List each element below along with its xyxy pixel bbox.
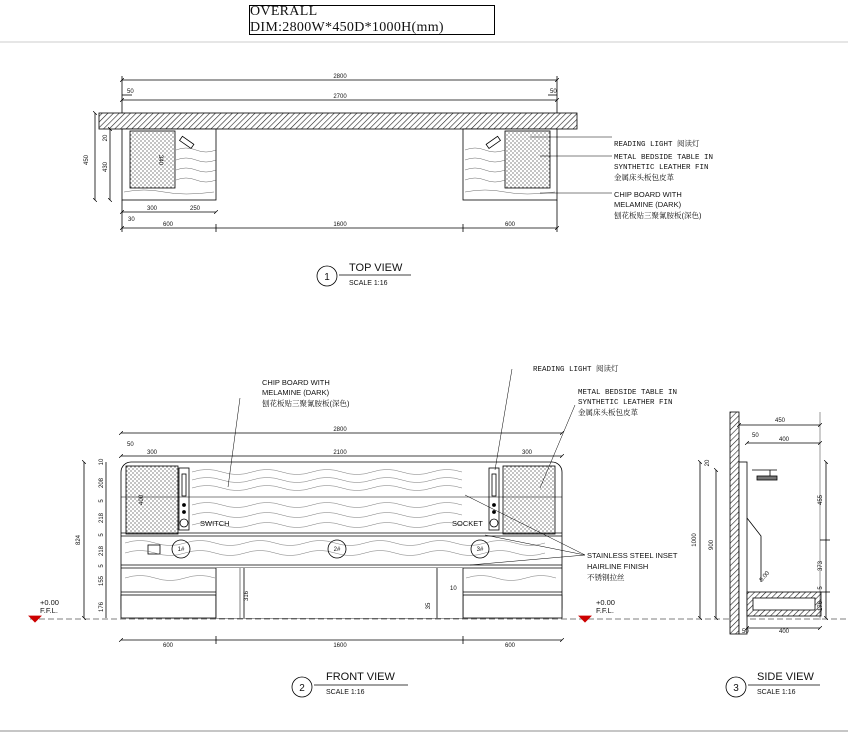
top-view-number: 1 xyxy=(324,272,330,283)
front-label-reading-light: READING LIGHT 阅读灯 xyxy=(533,366,619,374)
front-view-name: FRONT VIEW xyxy=(326,671,395,683)
front-tag-2: 2# xyxy=(333,547,341,553)
top-dim-end-left: 50 xyxy=(127,89,134,95)
front-dim-h1: 10 xyxy=(99,458,105,466)
side-dim-h-total: 1000 xyxy=(692,533,698,547)
front-tag-3: 3# xyxy=(476,547,484,553)
top-label-chip-3: 刨花板贴三聚氰胺板(深色) xyxy=(614,211,702,220)
top-dim-inner: 2700 xyxy=(333,94,347,100)
front-dim-overall: 2800 xyxy=(333,427,347,433)
top-label-chip-1: CHIP BOARD WITH xyxy=(614,190,682,199)
front-dim-h3: 5 xyxy=(99,499,105,503)
front-dim-end: 50 xyxy=(127,442,134,448)
front-label-metal-3: 金属床头板包皮革 xyxy=(578,408,638,417)
side-dim-h-lower: 373 xyxy=(818,560,824,572)
front-ffl-left: F.F.L. xyxy=(40,606,58,615)
front-dim-box-r: 300 xyxy=(521,450,533,456)
front-tag-1: 1# xyxy=(177,547,185,553)
side-view-text xyxy=(692,418,824,697)
side-dim-inner: 400 xyxy=(778,437,790,443)
front-label-chip-3: 刨花板贴三聚氰胺板(深色) xyxy=(262,399,350,408)
front-dim-h5: 5 xyxy=(99,533,105,537)
top-label-chip-2: MELAMINE (DARK) xyxy=(614,200,682,209)
front-dim-h4: 218 xyxy=(99,512,105,524)
side-dim-h-small: 5 xyxy=(818,586,824,590)
front-dim-left: 600 xyxy=(162,643,174,649)
front-label-metal-2: SYNTHETIC LEATHER FIN xyxy=(578,399,673,407)
side-back-panel xyxy=(730,412,739,634)
front-label-chip-1: CHIP BOARD WITH xyxy=(262,378,330,387)
side-view xyxy=(700,412,830,634)
top-label-metal-1: METAL BEDSIDE TABLE IN xyxy=(614,154,714,162)
front-label-steel-2: HAIRLINE FINISH xyxy=(587,562,649,571)
front-dim-h9: 176 xyxy=(99,601,105,613)
front-right-table xyxy=(503,466,555,534)
top-dim-top-strip: 20 xyxy=(103,134,109,142)
top-right-table xyxy=(505,131,550,188)
top-dim-center: 1600 xyxy=(333,222,347,228)
front-left-drawer xyxy=(121,595,216,618)
top-dim-depth: 450 xyxy=(84,154,90,166)
side-dim-h-upper: 455 xyxy=(818,494,824,506)
side-dim-offset: 50 xyxy=(752,433,759,439)
side-view-name: SIDE VIEW xyxy=(757,671,814,683)
front-dim-box-h: 400 xyxy=(139,494,145,506)
side-view-number: 3 xyxy=(733,683,739,694)
front-dim-h6: 218 xyxy=(99,545,105,557)
front-dim-inner: 2100 xyxy=(333,450,347,456)
top-label-reading-light: READING LIGHT 阅读灯 xyxy=(614,141,700,149)
front-dim-h2: 208 xyxy=(99,477,105,489)
front-label-socket: SOCKET xyxy=(452,519,483,528)
side-bracket xyxy=(747,518,761,582)
top-headboard-strip xyxy=(99,113,577,129)
front-view xyxy=(29,369,848,644)
top-dim-left: 600 xyxy=(162,222,174,228)
front-dim-box-l: 300 xyxy=(146,450,158,456)
top-dim-table-depth: 340 xyxy=(157,154,163,166)
front-label-steel-1: STAINLESS STEEL INSET xyxy=(587,551,678,560)
side-dim-depth: 450 xyxy=(774,418,786,424)
front-dim-h8: 155 xyxy=(99,575,105,587)
front-dim-h-total: 824 xyxy=(76,534,82,546)
front-dim-center: 1600 xyxy=(333,643,347,649)
front-right-drawer xyxy=(463,595,562,618)
front-left-table xyxy=(126,466,178,534)
side-dim-h-base: 176 xyxy=(818,600,824,612)
top-dim-box-w: 300 xyxy=(146,206,158,212)
top-left-table xyxy=(130,131,175,188)
front-view-scale: SCALE 1:16 xyxy=(326,689,365,696)
top-dim-end-right: 50 xyxy=(550,89,557,95)
drawing-title: OVERALL DIM:2800W*450D*1000H(mm) xyxy=(249,5,495,35)
top-dim-offset: 30 xyxy=(128,217,135,223)
top-view-scale: SCALE 1:16 xyxy=(349,280,388,287)
top-dim-depth-inner: 430 xyxy=(103,161,109,173)
top-view-name: TOP VIEW xyxy=(349,262,403,274)
side-view-scale: SCALE 1:16 xyxy=(757,689,796,696)
front-label-chip-2: MELAMINE (DARK) xyxy=(262,388,330,397)
top-dim-lamp-gap: 250 xyxy=(189,206,201,212)
top-dim-overall: 2800 xyxy=(333,74,347,80)
front-label-steel-3: 不锈钢拉丝 xyxy=(587,573,625,582)
side-dim-base-w: 400 xyxy=(778,629,790,635)
front-dim-small-h: 35 xyxy=(426,602,432,610)
front-label-switch: SWITCH xyxy=(200,519,230,528)
top-label-metal-3: 金属床头板包皮革 xyxy=(614,173,674,182)
front-dim-small-w: 10 xyxy=(450,586,457,592)
front-ffl-right: F.F.L. xyxy=(596,606,614,615)
front-dim-right: 600 xyxy=(504,643,516,649)
top-view xyxy=(95,76,612,232)
front-label-metal-1: METAL BEDSIDE TABLE IN xyxy=(578,389,678,397)
side-board xyxy=(739,462,747,634)
front-level-right: +0.00 xyxy=(596,598,615,607)
side-dim-panel: 5.00 xyxy=(758,570,772,584)
side-dim-base-l: 50 xyxy=(742,629,749,635)
side-dim-top: 20 xyxy=(705,459,711,467)
top-dim-right: 600 xyxy=(504,222,516,228)
front-level-left: +0.00 xyxy=(40,598,59,607)
front-dim-gap: 316 xyxy=(244,590,250,602)
front-dim-h7: 5 xyxy=(99,564,105,568)
side-dim-h-inner: 900 xyxy=(709,539,715,551)
top-label-metal-2: SYNTHETIC LEATHER FIN xyxy=(614,164,709,172)
front-view-number: 2 xyxy=(299,683,305,694)
